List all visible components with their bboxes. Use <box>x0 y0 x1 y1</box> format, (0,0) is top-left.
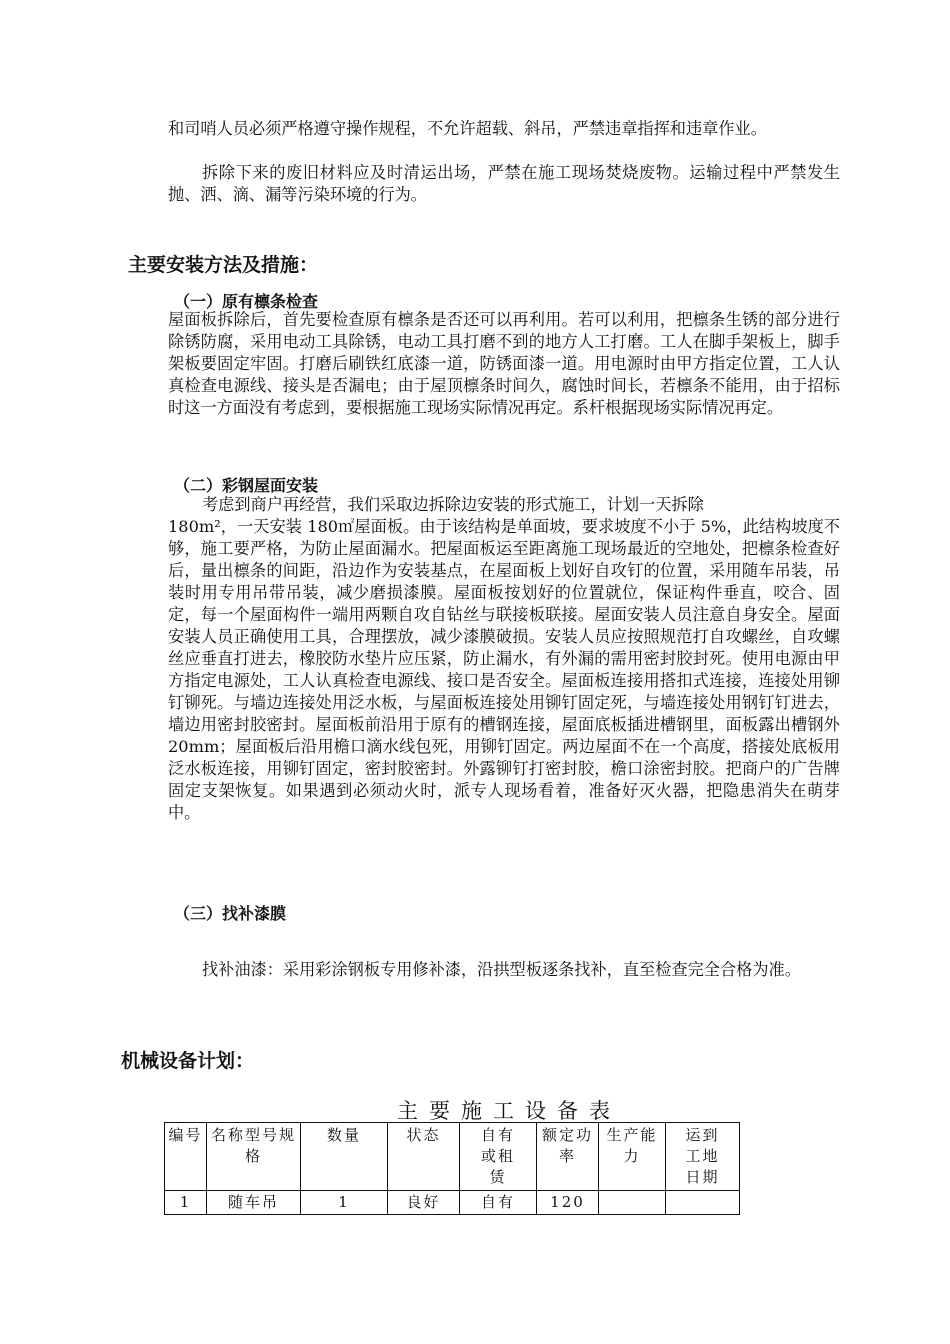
header-cell: 数量 <box>301 1123 388 1191</box>
equipment-table-header-row <box>165 1123 740 1191</box>
equipment-table <box>164 1122 740 1215</box>
steel-roof-heading: （二）彩钢屋面安装 <box>174 476 319 495</box>
header-cell: 状态 <box>388 1123 460 1191</box>
table-cell: 良好 <box>388 1191 460 1215</box>
equipment-table-title: 主要施工设备表 <box>397 1099 621 1123</box>
header-cell: 自有或租赁 <box>460 1123 537 1191</box>
table-cell: 1 <box>165 1191 207 1215</box>
header-cell: 名称型号规格 <box>207 1123 301 1191</box>
header-cell: 额定功率 <box>537 1123 599 1191</box>
steel-roof-body: 180m²，一天安装 180㎡屋面板。由于该结构是单面坡，要求坡度不小于 5%，此结构坡度不够，施工要严格，为防止屋面漏水。把屋面板运至距离施工现场最近的空地处，把檩条检查好后，量出檩条的间距，沿边作为安装基点，在屋面板上划好自攻钉的位置，采用随车吊装，吊装时用专用吊带吊装，减少磨损漆膜。屋面板按划好的位置就位，保证构件垂直，咬合、固定，每一个屋面构件一端用两颗自攻自钻丝与联接板联接。屋面安装人员注意自身安全。屋面安装人员正确使用工具，合理摆放，减少漆膜破损。安装人员应按照规范打自攻螺丝，自攻螺丝应垂直打进去，橡胶防水垫片应压紧，防止漏水，有外漏的需用密封胶封死。使用电源由甲方指定电源处，工人认真检查电源线、接口是否安全。屋面板连接用搭扣式连接，连接处用铆钉铆死。与墙边连接处用泛水板，与屋面板连接处用铆钉固定死，与墙连接处用钢钉钉进去，墙边用密封胶密封。屋面板前沿用于原有的槽钢连接，屋面底板插进槽钢里，面板露出槽钢外 20mm；屋面板后沿用檐口滴水线包死，用铆钉固定。两边屋面不在一个高度，搭接处底板用泛水板连接，用铆钉固定，密封胶密封。外露铆钉打密封胶，檐口涂密封胶。把商户的广告牌固定支架恢复。如果遇到必须动火时，派专人现场看着，准备好灭火器，把隐患消失在萌芽中。 <box>168 517 840 822</box>
table-row <box>165 1191 740 1215</box>
purlin-check-body: 屋面板拆除后，首先要检查原有檩条是否还可以再利用。若可以利用，把檩条生锈的部分进行除锈防腐，采用电动工具除锈，电动工具打磨不到的地方人工打磨。工人在脚手架板上，脚手架板要固定牢固。打磨后刷铁红底漆一道，防锈面漆一道。用电源时由甲方指定位置，工人认真检查电源线、接头是否漏电；由于屋顶檩条时间久，腐蚀时间长，若檩条不能用，由于招标时这一方面没有考虑到，要根据施工现场实际情况再定。系杆根据现场实际情况再定。 <box>168 310 840 417</box>
header-cell: 生产能力 <box>599 1123 666 1191</box>
header-cell: 编号 <box>165 1123 207 1191</box>
touch-up-heading: （三）找补漆膜 <box>174 904 287 923</box>
purlin-check-heading: （一）原有檩条检查 <box>174 292 319 311</box>
touch-up-body: 找补油漆：采用彩涂钢板专用修补漆，沿拱型板逐条找补，直至检查完全合格为准。 <box>202 960 801 979</box>
header-cell: 运到工地日期 <box>666 1123 740 1191</box>
intro-paragraph-2: 拆除下来的废旧材料应及时清运出场，严禁在施工现场焚烧废物。运输过程中严禁发生抛、洒、滴、漏等污染环境的行为。 <box>168 163 840 204</box>
intro-paragraph-1: 和司哨人员必须严格遵守操作规程，不允许超载、斜吊，严禁违章指挥和违章作业。 <box>168 119 767 138</box>
table-cell <box>599 1191 666 1215</box>
table-cell: 随车吊 <box>207 1191 301 1215</box>
install-methods-heading: 主要安装方法及措施： <box>128 254 319 276</box>
equipment-plan-heading: 机械设备计划： <box>121 1050 255 1072</box>
table-cell: 自有 <box>460 1191 537 1215</box>
table-cell: 120 <box>537 1191 599 1215</box>
table-cell: 1 <box>301 1191 388 1215</box>
steel-roof-body-line1: 考虑到商户再经营，我们采取边拆除边安装的形式施工，计划一天拆除 <box>202 495 704 514</box>
table-cell <box>666 1191 740 1215</box>
